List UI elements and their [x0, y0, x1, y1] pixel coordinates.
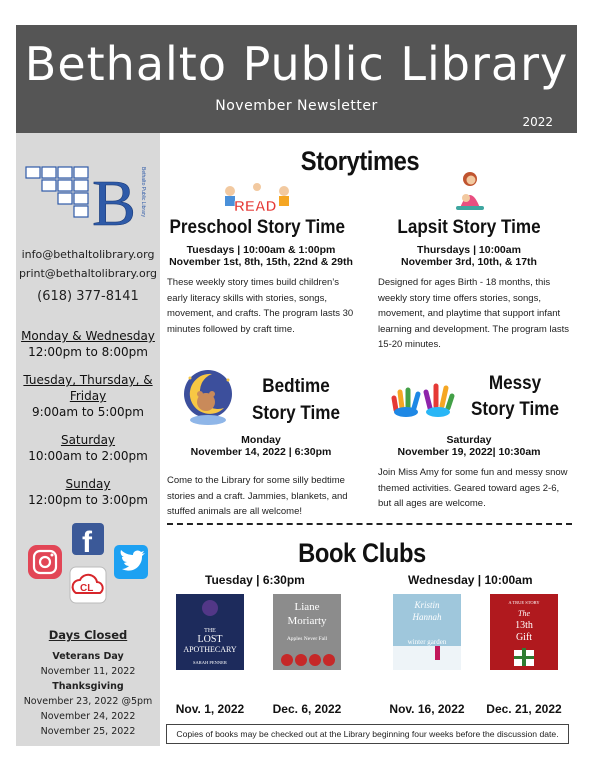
holiday-date: November 25, 2022 [40, 726, 136, 737]
preschool-dates: November 1st, 8th, 15th, 22nd & 29th [169, 256, 353, 268]
bedtime-date: November 14, 2022 | 6:30pm [190, 446, 332, 458]
phone-number[interactable]: (618) 377-8141 [37, 289, 139, 304]
sidebar [16, 133, 160, 746]
logo-vertical-text: Bethalto Public Library [140, 167, 146, 218]
twitter-icon[interactable] [114, 545, 148, 579]
book-cover-lost-apothecary [176, 594, 244, 670]
lapsit-dates: November 3rd, 10th, & 17th [401, 256, 537, 268]
lapsit-times: Thursdays | 10:00am [417, 244, 521, 256]
storytimes-heading: Storytimes [300, 146, 420, 176]
newsletter-year: 2022 [522, 115, 553, 129]
svg-text:Liane: Liane [294, 601, 320, 613]
instagram-icon[interactable] [28, 545, 62, 579]
preschool-times: Tuesdays | 10:00am & 1:00pm [186, 244, 336, 256]
facebook-icon[interactable] [72, 523, 104, 559]
logo-letter: B [92, 167, 137, 240]
newsletter-subtitle: November Newsletter [215, 98, 378, 114]
lapsit-title: Lapsit Story Time [397, 217, 541, 238]
library-logo [24, 161, 154, 241]
preschool-schedule [164, 244, 358, 268]
library-title: Bethalto Public Library [24, 37, 569, 91]
svg-text:13th: 13th [515, 620, 533, 631]
book-cover-13th-gift [490, 594, 558, 670]
svg-text:Moriarty: Moriarty [287, 615, 327, 627]
lapsit-description: Designed for ages Birth - 18 months, this weekly story time offers stories, songs, movement, and playtime that support infant learning and development. The program lasts 15-20 minutes. [378, 277, 569, 350]
hours-day: Sunday [65, 477, 111, 491]
holiday-date: November 11, 2022 [40, 666, 136, 677]
painted-hands-illustration [390, 376, 456, 418]
cloud-library-label: CL [80, 583, 94, 594]
bedtime-schedule [164, 434, 358, 458]
svg-text:Gift: Gift [515, 632, 533, 643]
book-date: Nov. 16, 2022 [389, 702, 465, 716]
messy-title-line-1: Messy [488, 373, 542, 394]
messy-schedule [372, 434, 566, 458]
svg-text:Apples Never Fall: Apples Never Fall [286, 636, 328, 642]
hours-day: Monday & Wednesday [21, 329, 155, 343]
holiday-date: November 23, 2022 @5pm [23, 696, 153, 707]
messy-day: Saturday [446, 434, 492, 446]
svg-text:f: f [82, 526, 92, 559]
moon-bear-illustration [180, 366, 236, 428]
hours-time: 10:00am to 2:00pm [28, 449, 148, 463]
holiday-name: Veterans Day [52, 651, 124, 662]
lapsit-schedule [372, 244, 566, 268]
bedtime-title-line-1: Bedtime [262, 376, 330, 397]
tuesday-club-label: Tuesday | 6:30pm [205, 573, 305, 587]
hours-time: 9:00am to 5:00pm [32, 405, 144, 419]
svg-text:winter garden: winter garden [407, 638, 447, 646]
book-checkout-notice: Copies of books may be checked out at the Library beginning four weeks before the discussion date. [166, 724, 569, 744]
newsletter-header [16, 25, 577, 133]
svg-text:SARAH PENNER: SARAH PENNER [193, 660, 227, 665]
messy-title-line-2: Story Time [470, 399, 560, 420]
bedtime-day: Monday [241, 434, 281, 446]
read-graphic-text: READ [234, 198, 277, 215]
wednesday-club-label: Wednesday | 10:00am [408, 573, 533, 587]
messy-date: November 19, 2022| 10:30am [397, 446, 541, 458]
svg-text:THE: THE [204, 628, 216, 634]
read-kids-illustration [222, 181, 292, 215]
days-closed [16, 628, 160, 739]
book-clubs-heading: Book Clubs [298, 538, 426, 568]
contact-info [16, 245, 160, 306]
days-closed-heading: Days Closed [48, 628, 128, 642]
svg-text:The: The [518, 609, 530, 618]
email-info[interactable]: info@bethaltolibrary.org [21, 248, 155, 261]
svg-text:Hannah: Hannah [412, 612, 442, 622]
library-hours [16, 321, 160, 510]
hours-day: Tuesday, Thursday, & Friday [23, 373, 153, 403]
hours-time: 12:00pm to 8:00pm [28, 345, 148, 359]
preschool-title: Preschool Story Time [169, 217, 345, 238]
section-divider [167, 523, 572, 525]
book-cover-winter-garden [393, 594, 461, 670]
book-date: Dec. 6, 2022 [272, 702, 342, 716]
bedtime-description: Come to the Library for some silly bedtime stories and a craft. Jammies, blankets, and stuffed animals are all welcome! [167, 475, 348, 517]
book-date: Nov. 1, 2022 [175, 702, 245, 716]
book-date: Dec. 21, 2022 [486, 702, 562, 716]
book-cover-apples-never-fall [273, 594, 341, 670]
messy-description: Join Miss Amy for some fun and messy snow themed activities. Geared toward ages 2-6, but all ages are welcome. [378, 467, 568, 509]
mother-baby-illustration [452, 170, 488, 212]
svg-text:Kristin: Kristin [414, 600, 440, 610]
social-media-icons [26, 523, 150, 613]
email-print[interactable]: print@bethaltolibrary.org [18, 267, 158, 280]
svg-text:A TRUE STORY: A TRUE STORY [508, 600, 540, 605]
cloud-library-icon[interactable] [70, 567, 106, 603]
svg-text:LOST: LOST [197, 634, 223, 645]
hours-time: 12:00pm to 3:00pm [28, 493, 148, 507]
holiday-name: Thanksgiving [52, 681, 124, 692]
bedtime-title-line-2: Story Time [251, 403, 341, 424]
hours-day: Saturday [60, 433, 116, 447]
holiday-date: November 24, 2022 [40, 711, 136, 722]
preschool-description: These weekly story times build children’s early literacy skills with stories, songs, movement, and crafts. The program lasts 30 minutes followed by craft time. [167, 277, 354, 335]
svg-text:APOTHECARY: APOTHECARY [183, 645, 237, 654]
